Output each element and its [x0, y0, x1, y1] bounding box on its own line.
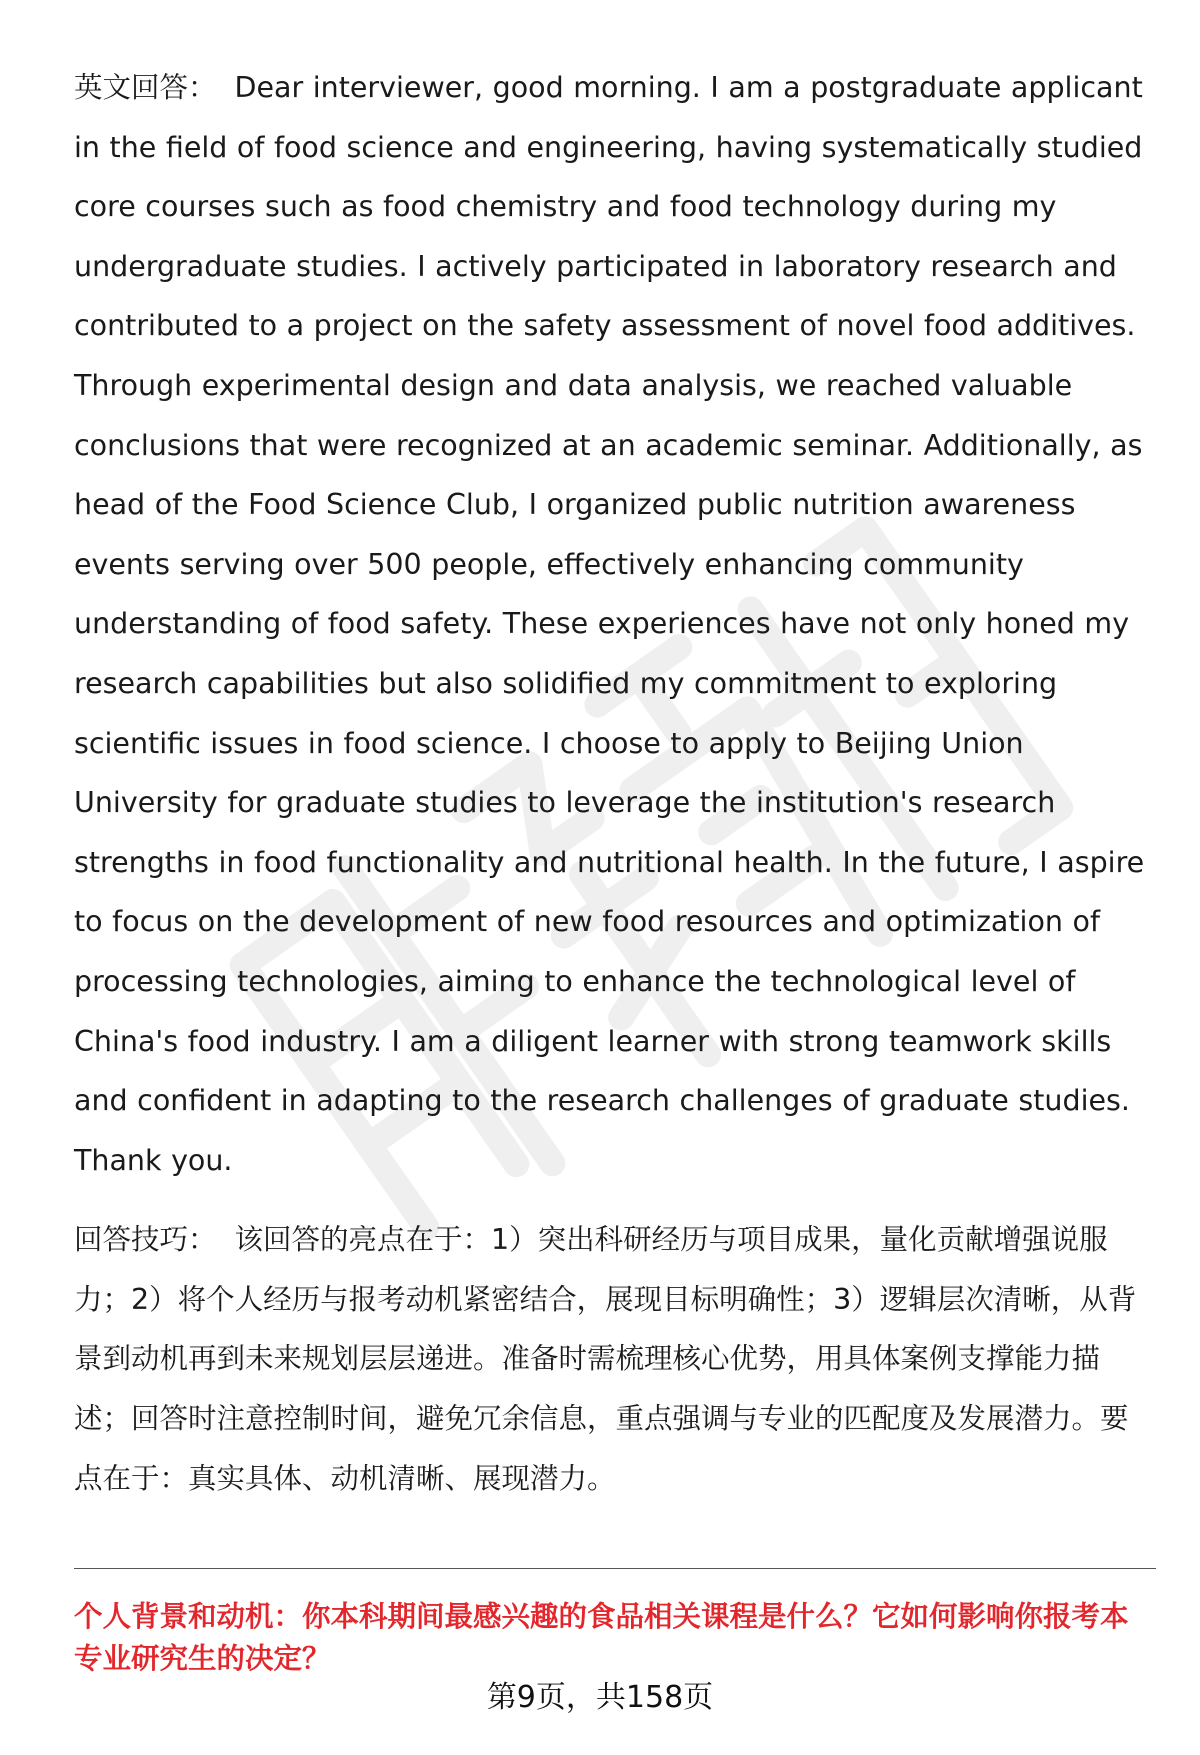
english-answer-text: Dear interviewer, good morning. I am a postgraduate applicant in the field of food science and engineering, having systematically studied core courses such as food chemistry and food technology during my undergraduate studies. I actively participated in laboratory research and contributed to a project on the safety assessment of novel food additives. Through experimental design and data analysis, we reached valuable conclusions that were recognized at an academic seminar. Additionally, as head of the Food Science Club, I organized public nutrition awareness events serving over 500 people, effectively enhancing community understanding of food safety. These experiences have not only honed my research capabilities but also solidified my commitment to exploring scientific issues in food science. I choose to apply to Beijing Union University for graduate studies to leverage the institution's research strengths in food functionality and nutritional health. In the future, I aspire to focus on the development of new food resources and optimization of processing technologies, aiming to enhance the technological level of China's food industry. I am a diligent learner with strong teamwork skills and confident in adapting to the research challenges of graduate studies. Thank you.	[74, 71, 1145, 1177]
section-divider	[74, 1568, 1156, 1569]
page-number: 第9页，共158页	[486, 1680, 714, 1715]
answer-tips-text: 该回答的亮点在于：1）突出科研经历与项目成果，量化贡献增强说服力；2）将个人经历与报考动机紧密结合，展现目标明确性；3）逻辑层次清晰，从背景到动机再到未来规划层层递进。准备时需梳理核心优势，用具体案例支撑能力描述；回答时注意控制时间，避免冗余信息，重点强调与专业的匹配度及发展潜力。要点在于：真实具体、动机清晰、展现潜力。	[74, 1223, 1137, 1495]
next-question-heading: 个人背景和动机：你本科期间最感兴趣的食品相关课程是什么？它如何影响你报考本专业研究生的决定？	[74, 1600, 1129, 1675]
document-body	[74, 58, 1152, 1508]
english-answer-label: 英文回答：	[74, 71, 217, 104]
english-answer-paragraph	[74, 58, 1152, 1190]
answer-tips-label: 回答技巧：	[74, 1223, 217, 1257]
answer-tips-paragraph	[74, 1210, 1152, 1508]
